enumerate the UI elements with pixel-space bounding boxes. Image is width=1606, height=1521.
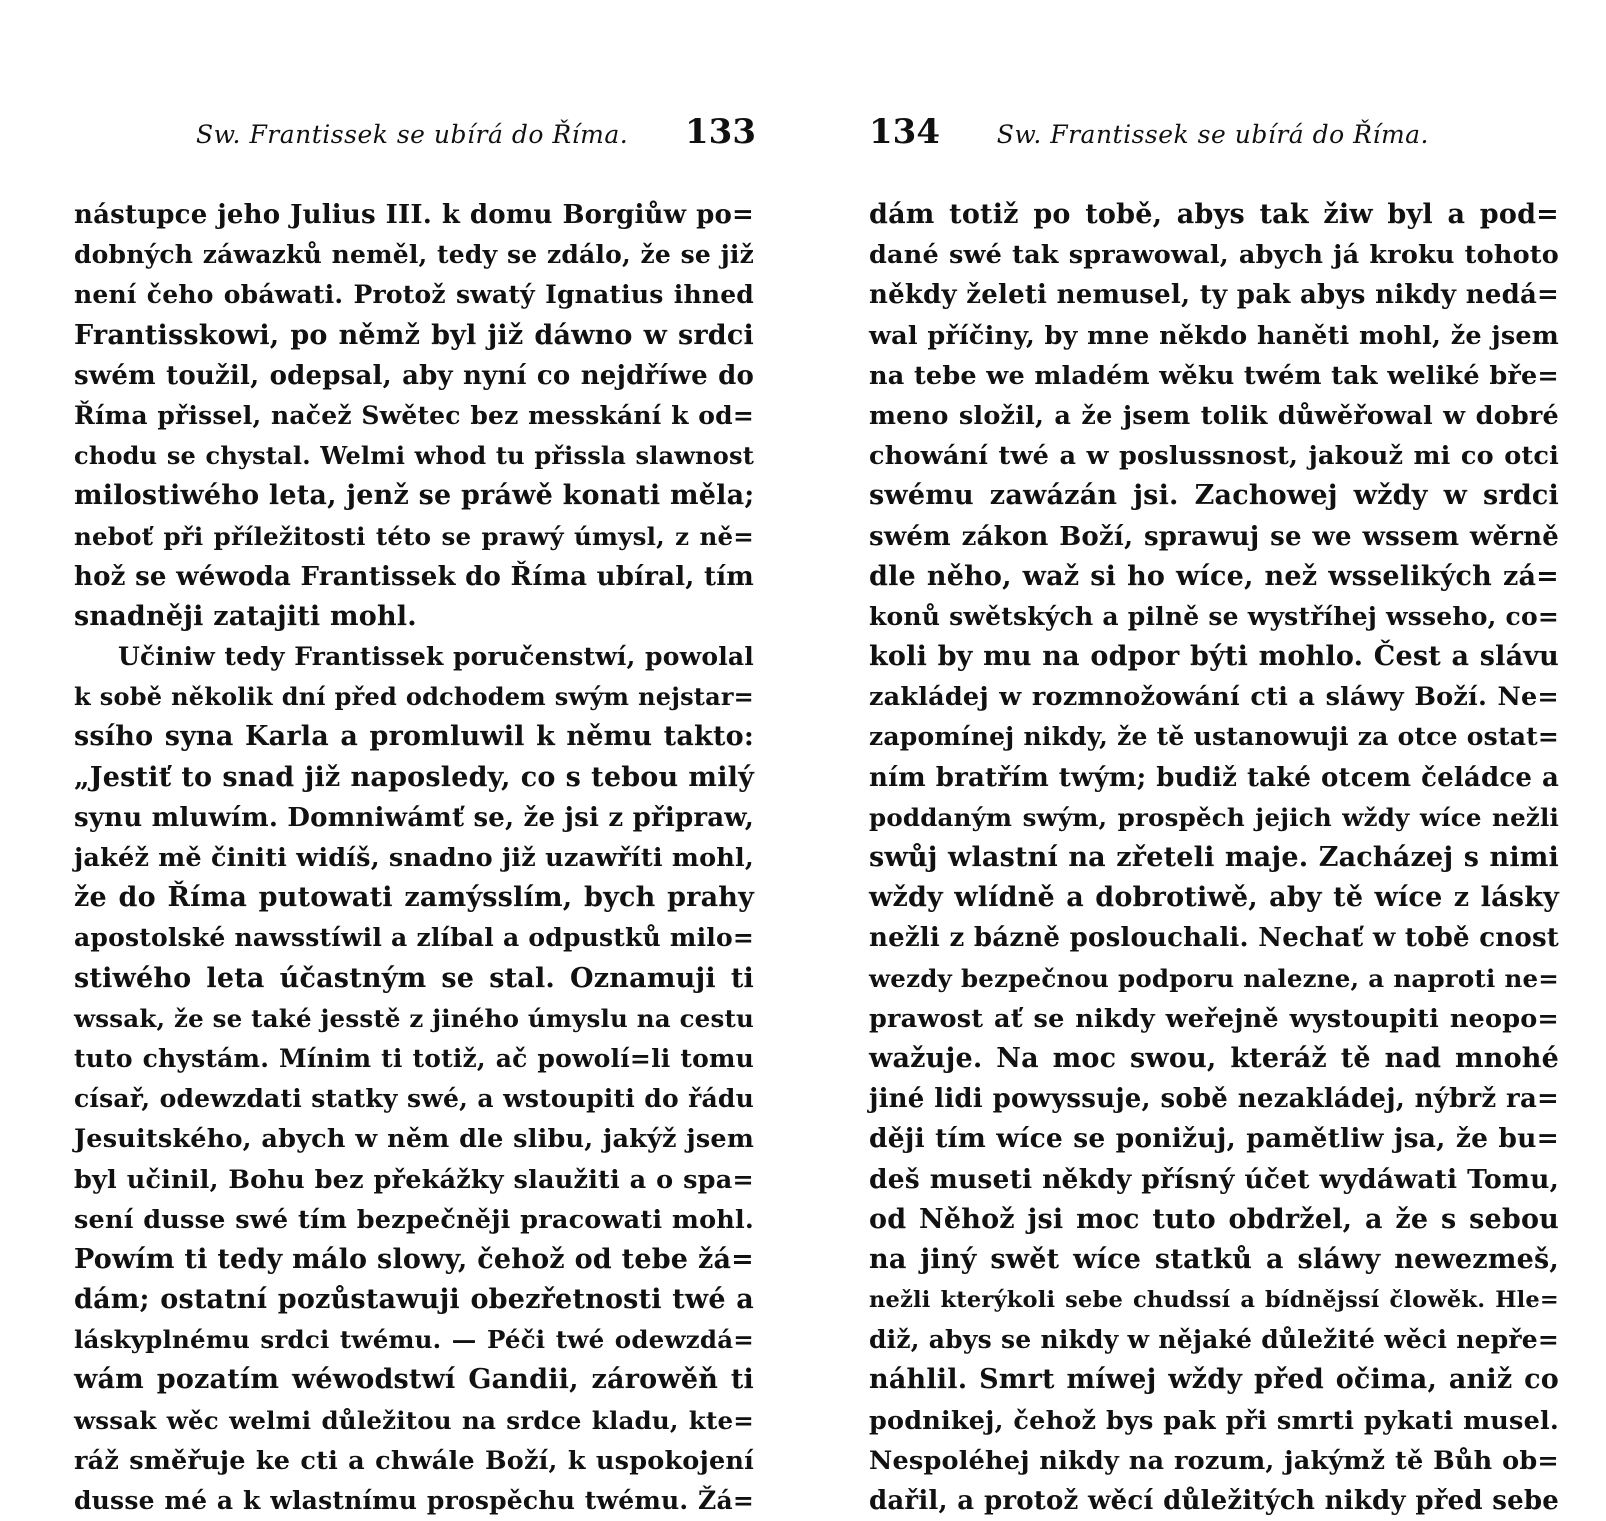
- text-line: není čeho obáwati. Protož swatý Ignatius ihned: [74, 280, 754, 310]
- text-line: wždy wlídně a dobrotiwě, aby tě wíce z lásky: [869, 882, 1559, 914]
- text-line: jakéž mě činiti widíš, snadno již uzawříti mohl,: [74, 843, 754, 873]
- text-line: nástupce jeho Julius III. k domu Borgiůw po=: [74, 200, 754, 230]
- text-line: dle něho, waž si ho wíce, než wsselikých zá=: [869, 560, 1559, 592]
- text-line: nežli kterýkoli sebe chudssí a bídnějssí člowěk. Hle=: [869, 1287, 1559, 1314]
- text-line: Frantisskowi, po němž byl již dáwno w srdci: [74, 319, 754, 351]
- text-line: neboť při příležitosti této se prawý úmysl, z ně=: [74, 521, 754, 551]
- text-line: meno složil, a že jsem tolik důwěřowal w dobré: [869, 400, 1559, 431]
- text-line: dané swé tak sprawowal, abych já kroku tohoto: [869, 240, 1559, 271]
- text-line: hož se wéwoda Frantissek do Říma ubíral, tím: [74, 561, 754, 592]
- text-line: wezdy bezpečnou podporu nalezne, a naproti ne=: [869, 963, 1559, 993]
- text-line: láskyplnému srdci twému. — Péči twé odewzdá=: [74, 1325, 754, 1355]
- text-line: dobných záwazků neměl, tedy se zdálo, že se již: [74, 240, 754, 270]
- text-line: swému zawázán jsi. Zachowej wždy w srdci: [869, 480, 1559, 512]
- text-line: poddaným swým, prospěch jejich wždy wíce nežli: [869, 802, 1559, 832]
- right-running-head: [869, 112, 1429, 162]
- text-line: chowání twé a w poslussnost, jakouž mi co otci: [869, 441, 1559, 472]
- text-line: wssak wěc welmi důležitou na srdce kladu, kte=: [74, 1405, 754, 1435]
- right-running-head-title: Sw. Frantissek se ubírá do Říma.: [996, 120, 1429, 149]
- text-line: prawost ať se nikdy weřejně wystoupiti neopo=: [869, 1003, 1559, 1034]
- text-line: ssího syna Karla a promluwil k němu takto:: [74, 721, 754, 753]
- text-line: swém zákon Boží, sprawuj se we wssem wěrně: [869, 521, 1559, 552]
- text-line: stiwého leta účastným se stal. Oznamuji ti: [74, 962, 754, 994]
- text-line: náhlil. Smrt míwej wždy před očima, aniž co: [869, 1364, 1559, 1396]
- text-line: na jiný swět wíce statků a sláwy newezmeš,: [869, 1243, 1559, 1275]
- left-running-head: [196, 112, 756, 162]
- text-line: nežli z bázně poslouchali. Nechať w tobě cnost: [869, 923, 1559, 954]
- text-line: ním bratřím twým; budiž také otcem čeládce a: [869, 762, 1559, 793]
- text-line: chodu se chystal. Welmi whod tu přissla slawnost: [74, 441, 754, 471]
- left-running-head-title: Sw. Frantissek se ubírá do Říma.: [196, 120, 629, 149]
- text-line: deš museti někdy přísný účet wydáwati Tomu,: [869, 1163, 1559, 1195]
- text-line: jiné lidi powyssuje, sobě nezakládej, nýbrž ra=: [869, 1084, 1559, 1115]
- text-line: konů swětských a pilně se wystříhej wsseho, co=: [869, 601, 1559, 631]
- text-line: byl učinil, Bohu bez překážky slaužiti a o spa=: [74, 1164, 754, 1195]
- text-line: tuto chystám. Mínim ti totiž, ač powolí=li tomu: [74, 1043, 754, 1073]
- text-line: dařil, a protož wěcí důležitých nikdy před sebe: [869, 1486, 1559, 1516]
- text-line: na tebe we mladém wěku twém tak weliké bře=: [869, 360, 1559, 391]
- left-body-text: [74, 195, 754, 1521]
- text-line: k sobě několik dní před odchodem swým nejstar=: [74, 682, 754, 712]
- text-line: dám totiž po tobě, abys tak žiw byl a pod=: [869, 199, 1559, 230]
- text-line: milostiwého leta, jenž se práwě konati měla;: [74, 480, 755, 512]
- right-page-number: 134: [869, 112, 940, 152]
- text-line: wal příčiny, by mne někdo haněti mohl, že jsem: [869, 320, 1559, 351]
- text-line: císař, odewzdati statky swé, a wstoupiti do řádu: [74, 1084, 754, 1114]
- text-line: někdy želeti nemusel, ty pak abys nikdy nedá=: [869, 280, 1559, 311]
- text-line: Učiniw tedy Frantissek poručenstwí, powolal: [118, 642, 754, 672]
- text-line: dusse mé a k wlastnímu prospěchu twému. Žá=: [74, 1486, 754, 1515]
- text-line: ději tím wíce se ponižuj, pamětliw jsa, že bu=: [869, 1123, 1559, 1155]
- text-line: synu mluwím. Domniwámť se, že jsi z připraw,: [74, 802, 754, 833]
- text-line: koli by mu na odpor býti mohlo. Čest a slávu: [869, 641, 1559, 673]
- text-line: „Jestiť to snad již naposledy, co s tebou milý: [74, 761, 754, 793]
- text-line: Powím ti tedy málo slowy, čehož od tebe žá=: [74, 1243, 754, 1275]
- text-line: zapomínej nikdy, že tě ustanowuji za otce ostat=: [869, 722, 1559, 752]
- text-line: zakládej w rozmnožowání cti a sláwy Boží. Ne=: [869, 682, 1559, 713]
- text-line: wám pozatím wéwodstwí Gandii, zárowěň ti: [74, 1364, 754, 1396]
- text-line: Nespoléhej nikdy na rozum, jakýmž tě Bůh ob=: [869, 1445, 1559, 1476]
- text-line: snadněji zatajiti mohl.: [74, 600, 417, 632]
- left-page-number: 133: [685, 112, 756, 152]
- text-line: že do Říma putowati zamýsslím, bych prahy: [74, 882, 754, 914]
- text-line: swém toužil, odepsal, aby nyní co nejdříwe do: [74, 360, 754, 391]
- text-line: od Něhož jsi moc tuto obdržel, a že s sebou: [869, 1203, 1559, 1235]
- text-line: apostolské nawsstíwil a zlíbal a odpustků milo=: [74, 923, 754, 953]
- text-line: wažuje. Na moc swou, kteráž tě nad mnohé: [869, 1042, 1559, 1074]
- text-line: ráž směřuje ke cti a chwále Boží, k uspokojení: [74, 1445, 754, 1476]
- text-line: podnikej, čehož bys pak při smrti pykati musel.: [869, 1405, 1559, 1436]
- text-line: diž, abys se nikdy w nějaké důležité wěci nepře=: [869, 1325, 1559, 1355]
- text-line: Říma přissel, načež Swětec bez messkání k od=: [74, 400, 754, 430]
- text-line: wssak, že se také jesstě z jiného úmyslu na cestu: [74, 1003, 754, 1033]
- text-line: Jesuitského, abych w něm dle slibu, jakýž jsem: [74, 1124, 754, 1155]
- text-line: sení dusse swé tím bezpečněji pracowati mohl.: [74, 1204, 754, 1235]
- text-line: dám; ostatní pozůstawuji obezřetnosti twé a: [74, 1284, 754, 1316]
- text-line: swůj wlastní na zřeteli maje. Zacházej s nimi: [869, 842, 1559, 873]
- right-body-text: [869, 195, 1559, 1521]
